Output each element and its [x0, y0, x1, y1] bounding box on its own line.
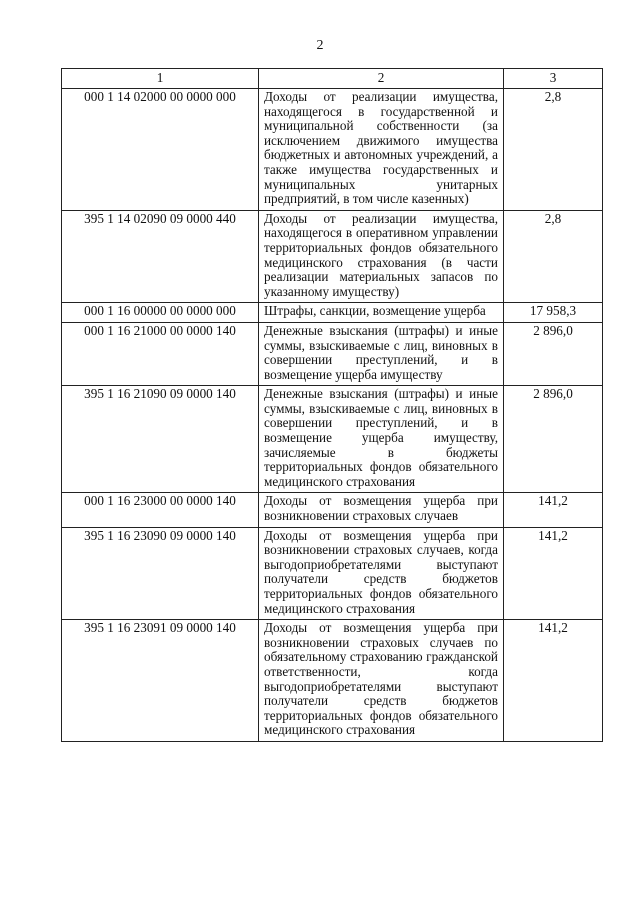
amount-cell: 2,8 [504, 210, 603, 303]
budget-code-cell: 395 1 16 23090 09 0000 140 [62, 527, 259, 620]
revenue-name-cell: Денежные взыскания (штрафы) и иные суммы, взыскиваемые с лиц, виновных в совершении преступлений, и в возмещение ущерба имуществу [259, 322, 504, 385]
budget-code-cell: 395 1 14 02090 09 0000 440 [62, 210, 259, 303]
revenue-name-cell: Доходы от возмещения ущерба при возникновении страховых случаев, когда выгодоприобретателями выступают получатели средств бюджетов территориальных фондов обязательного медицинского страхования [259, 527, 504, 620]
revenue-name-cell: Доходы от реализации имущества, находящегося в оперативном управлении территориальных фондов обязательного медицинского страхования (в части реализации материальных запасов по указанному имуществу) [259, 210, 504, 303]
budget-code-cell: 395 1 16 23091 09 0000 140 [62, 620, 259, 742]
table-row [62, 493, 603, 527]
amount-cell: 141,2 [504, 493, 603, 527]
revenue-table [61, 68, 603, 742]
revenue-name-cell: Доходы от возмещения ущерба при возникновении страховых случаев [259, 493, 504, 527]
budget-code-cell: 000 1 14 02000 00 0000 000 [62, 89, 259, 211]
table-row [62, 527, 603, 620]
revenue-name-cell: Доходы от возмещения ущерба при возникновении страховых случаев по обязательному страхованию гражданской ответственности, когда выгодоприобретателями выступают получатели средств бюджетов территориальных фондов обязательного медицинского страхования [259, 620, 504, 742]
revenue-name-cell: Доходы от реализации имущества, находящегося в государственной и муниципальной собственности (за исключением движимого имущества бюджетных и автономных учреждений, а также имущества государственных и муниципальных унитарных предприятий, в том числе казенных) [259, 89, 504, 211]
table-row [62, 89, 603, 211]
column-header-1: 1 [62, 69, 259, 89]
budget-code-cell: 000 1 16 21000 00 0000 140 [62, 322, 259, 385]
revenue-name-cell: Денежные взыскания (штрафы) и иные суммы, взыскиваемые с лиц, виновных в совершении преступлений, и в возмещение ущерба имуществу, зачисляемые в бюджеты территориальных фондов обязательного медицинского страхования [259, 386, 504, 493]
amount-cell: 2 896,0 [504, 322, 603, 385]
amount-cell: 2 896,0 [504, 386, 603, 493]
revenue-name-cell: Штрафы, санкции, возмещение ущерба [259, 303, 504, 323]
column-header-2: 2 [259, 69, 504, 89]
budget-code-cell: 395 1 16 21090 09 0000 140 [62, 386, 259, 493]
column-header-3: 3 [504, 69, 603, 89]
amount-cell: 141,2 [504, 620, 603, 742]
table-row [62, 210, 603, 303]
amount-cell: 141,2 [504, 527, 603, 620]
budget-code-cell: 000 1 16 23000 00 0000 140 [62, 493, 259, 527]
amount-cell: 2,8 [504, 89, 603, 211]
table-row [62, 322, 603, 385]
table-row [62, 620, 603, 742]
table-header-row [62, 69, 603, 89]
amount-cell: 17 958,3 [504, 303, 603, 323]
budget-code-cell: 000 1 16 00000 00 0000 000 [62, 303, 259, 323]
table-row [62, 386, 603, 493]
page-number: 2 [316, 38, 324, 53]
table-row [62, 303, 603, 323]
